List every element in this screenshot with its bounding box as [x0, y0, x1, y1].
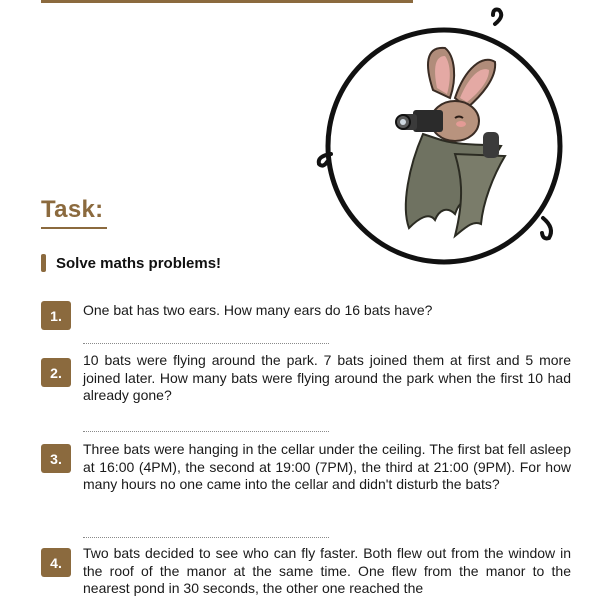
instruction	[41, 254, 221, 272]
answer-line[interactable]	[83, 343, 329, 344]
top-divider	[41, 0, 413, 3]
problem-4	[41, 545, 571, 598]
instruction-marker	[41, 254, 46, 272]
problem-text: 10 bats were flying around the park. 7 bats joined them at first and 5 more joined later. How many bats were flying around the park when the first 10 had already gone?	[83, 352, 571, 403]
problem-3	[41, 441, 571, 494]
problem-text: One bat has two ears. How many ears do 16 bats have?	[83, 302, 433, 318]
answer-line[interactable]	[83, 431, 329, 432]
problem-1	[41, 301, 571, 324]
bat-photographer-icon	[305, 6, 575, 276]
problem-number-badge: 4.	[41, 548, 71, 577]
problem-number-badge: 2.	[41, 358, 71, 387]
answer-line[interactable]	[83, 537, 329, 538]
task-underline	[41, 227, 107, 229]
problem-2	[41, 352, 571, 405]
problem-text: Three bats were hanging in the cellar under the ceiling. The first bat fell asleep at 16:00 (4PM), the second at 19:00 (7PM), the third at 21:00 (9PM). For how many hours no one came into the cellar and didn't disturb the bats?	[83, 441, 571, 492]
instruction-text: Solve maths problems!	[56, 254, 222, 272]
problem-number-badge: 1.	[41, 301, 71, 330]
problem-number-badge: 3.	[41, 444, 71, 473]
task-heading: Task:	[41, 196, 104, 223]
problem-text: Two bats decided to see who can fly faster. Both flew out from the window in the roof of the manor at the same time. One flew from the manor to the nearest pond in 30 seconds, the other one reached the	[83, 545, 571, 596]
